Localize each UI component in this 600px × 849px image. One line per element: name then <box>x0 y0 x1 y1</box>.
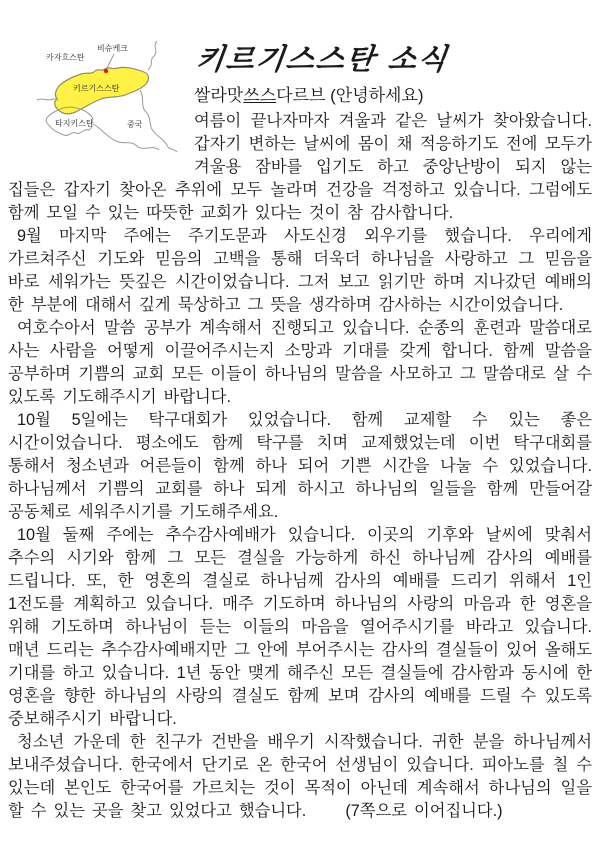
page-title: 키르기스스탄 소식 <box>194 42 451 76</box>
paragraph-keyboard-teacher-text: 청소년 가운데 한 친구가 건반을 배우기 시작했습니다. 귀한 분을 하나님께서 보내주셨습니다. 한국에서 단기로 온 한국어 선생님이 있습니다. 피아노를 칠 수 있는데 본인도 한국어를 가르치는 것이 목적이 아닌데 계속해서 하나님의 일을 할 수 있는 곳을 찾고 있었다고 했습니다. <box>8 733 592 820</box>
paragraph-weather: 여름이 끝나자마자 겨울과 같은 날씨가 찾아왔습니다. 갑자기 변하는 날씨에 몸이 채 적응하기도 전에 모두가 겨울용 잠바를 입기도 하고 중앙난방이 되지 않는 집들은 갑자기 찾아온 추위에 모두 놀라며 건강을 걱정하고 있습니다. 그럼에도 함께 모일 수 있는 따뜻한 교회가 있다는 것이 참 감사합니다. <box>8 112 592 222</box>
map-border-line-east <box>140 90 177 152</box>
map-label-kazakhstan: 카자흐스탄 <box>46 53 85 62</box>
greeting-prefix: 쌀라맛 <box>194 86 244 105</box>
paragraph-september-week: 9월 마지막 주에는 주기도문과 사도신경 외우기를 했습니다. 우리에게 가르쳐주신 기도와 믿음의 고백을 통해 더욱더 하나님을 사랑하고 그 믿음을 바로 세워가는 뜻깊은 시간이었습니다. 그저 보고 읽기만 하며 지나갔던 예배의 한 부분에 대해서 깊게 묵상하고 그 뜻을 생각하며 감사하는 시간이었습니다. <box>8 227 592 314</box>
map-label-china: 중국 <box>127 120 143 129</box>
paragraph-thanksgiving: 10월 둘째 주에는 추수감사예배가 있습니다. 이곳의 기후와 날씨에 맞춰서 추수의 시기와 함께 그 모든 결실을 가능하게 하신 하나님께 감사의 예배를 드립니다. 또, 한 영혼의 결실로 하나님께 감사의 예배를 드리기 위해서 1인 1전도를 계획하고 있습니다. 매주 기도하며 하나님의 사랑의 마음과 한 영혼을 위해 기도하며 하나님이 듣는 이들의 마음을 열어주시기를 바라고 있습니다. 매년 드리는 추수감사예배지만 그 안에 부어주시는 감사의 결실들이 있어 올해도 기대를 하고 있습니다. 1년 동안 맺게 해주신 모든 결실들에 감사함과 동시에 한 영혼을 향한 하나님의 사랑의 결실도 함께 보며 감사의 예배를 드릴 수 있도록 중보해주시기 바랍니다. <box>8 526 592 728</box>
greeting-underlined: 쓰스 <box>243 86 277 105</box>
paragraph-keyboard-teacher <box>8 731 592 823</box>
map-label-kyrgyzstan: 키르기스스탄 <box>73 84 120 93</box>
map-label-bishkek: 비슈케크 <box>97 44 128 53</box>
greeting-suffix: 다르브 (안녕하세요) <box>276 86 424 105</box>
map-label-tajikistan: 타지키스탄 <box>55 119 94 128</box>
paragraph-pingpong-event: 10월 5일에는 탁구대회가 있었습니다. 함께 교제할 수 있는 좋은 시간이었습니다. 평소에도 함께 탁구를 치며 교제했었는데 이번 탁구대회를 통해서 청소년과 어른들이 함께 하나 되어 기쁜 시간을 나눌 수 있었습니다. 하나님께서 기쁨의 교회를 하나 되게 하시고 하나님의 일들을 함께 만들어갈 공동체로 세워주시기를 기도해주세요. <box>8 411 592 521</box>
paragraph-joshua-study: 여호수아서 말씀 공부가 계속해서 진행되고 있습니다. 순종의 훈련과 말씀대로 사는 사람을 어떻게 이끌어주시는지 소망과 기대를 갖게 합니다. 함께 말씀을 공부하며 기쁨의 교회 모든 이들이 하나님의 말씀을 사모하고 그 말씀대로 살 수 있도록 기도해주시기 바랍니다. <box>8 319 592 406</box>
map-border-line-west <box>37 99 58 100</box>
continuation-note: (7쪽으로 이어집니다.) <box>345 802 503 820</box>
map-border-line-south <box>93 124 159 150</box>
